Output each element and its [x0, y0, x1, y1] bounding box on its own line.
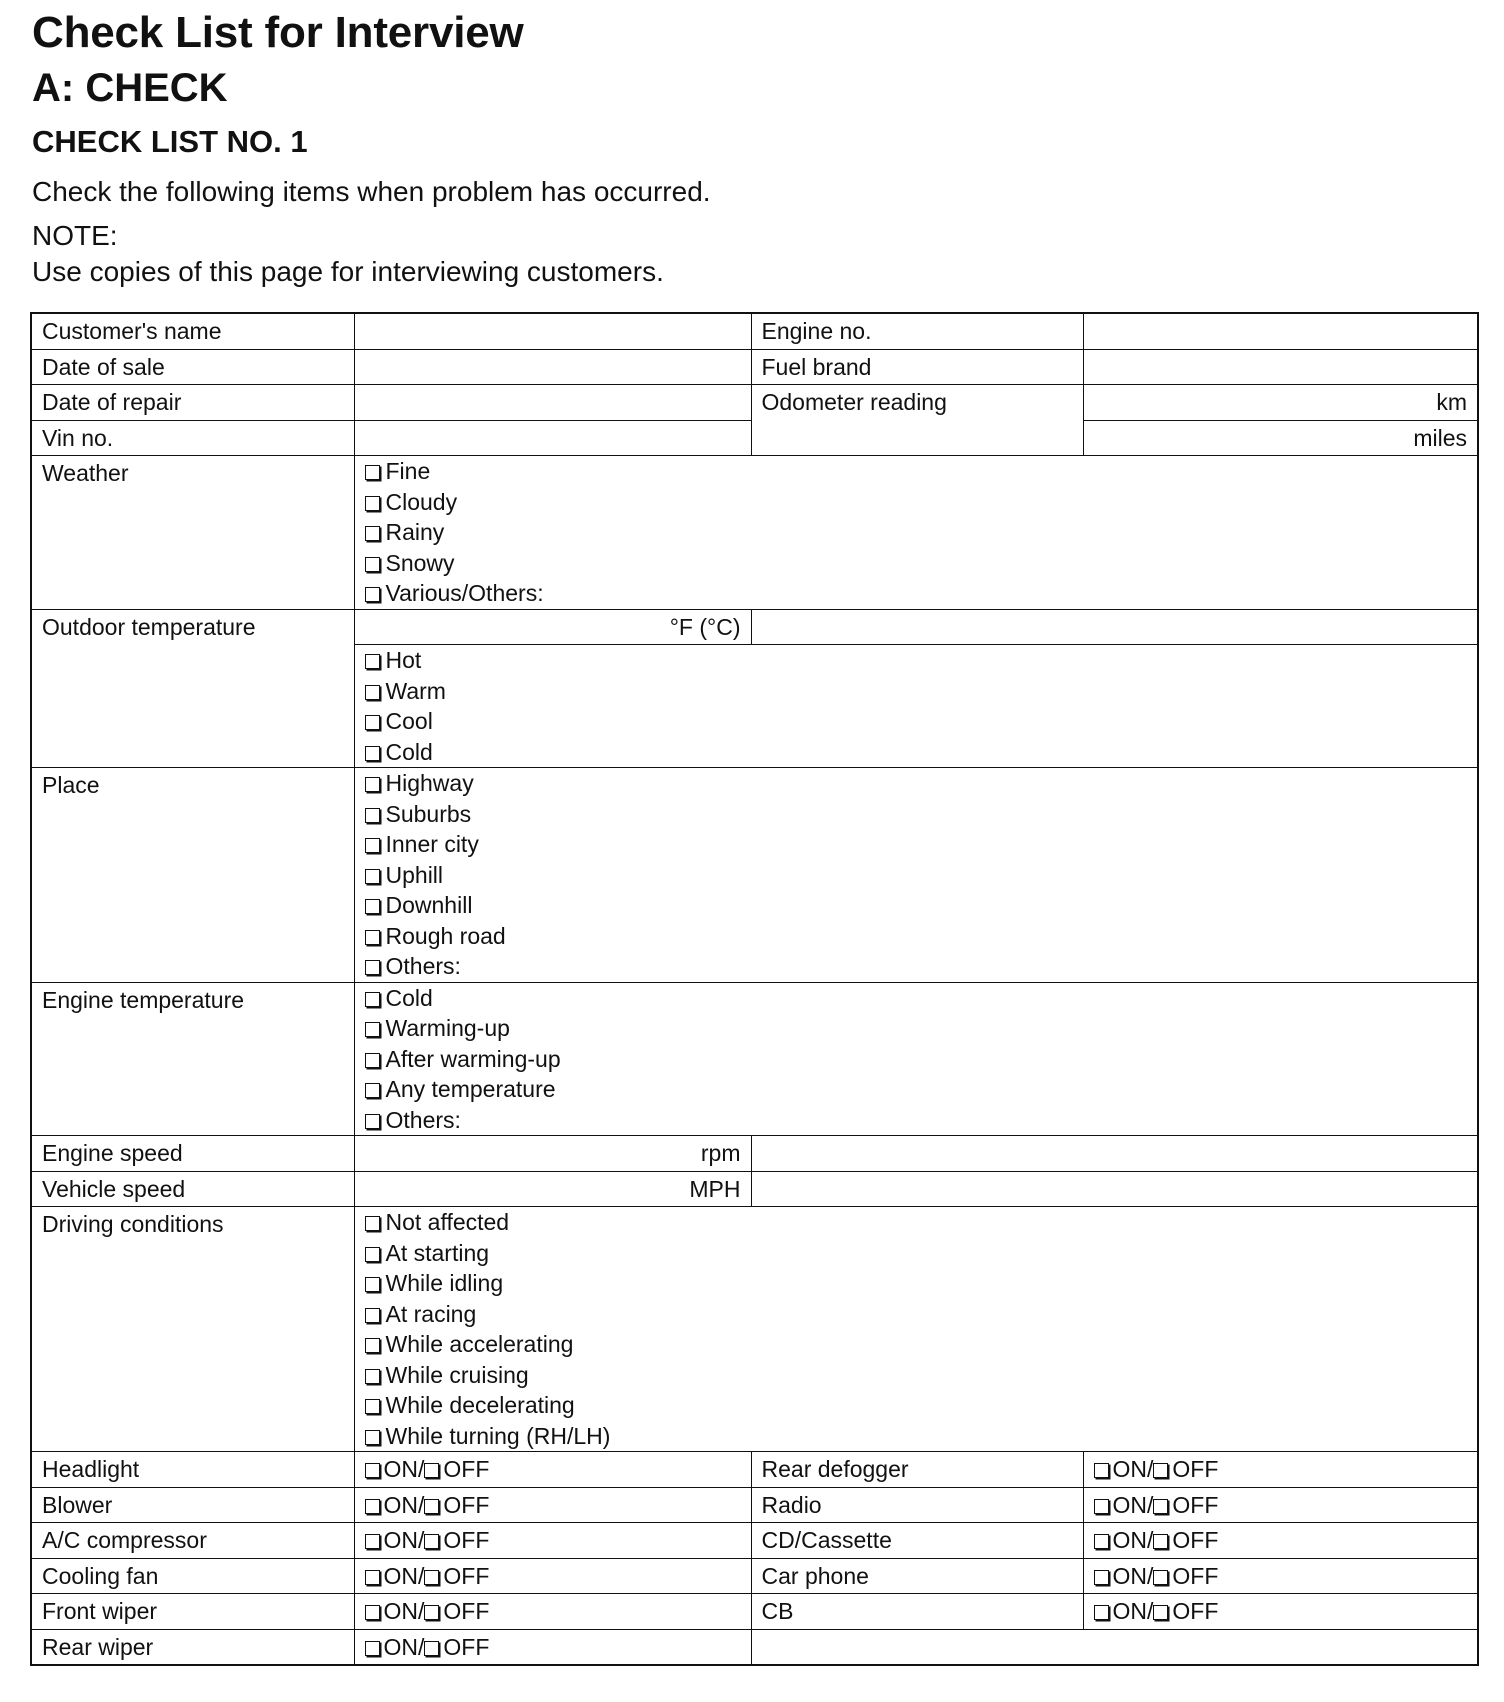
driving-condition-option[interactable]: While turning (RH/LH): [365, 1421, 1468, 1452]
checklist-heading: CHECK LIST NO. 1: [32, 124, 308, 159]
driving-condition-option[interactable]: While accelerating: [365, 1329, 1468, 1360]
driving-conditions-label: Driving conditions: [31, 1207, 354, 1452]
on-off-toggle[interactable]: ON/ OFF: [354, 1558, 751, 1594]
checkbox-icon[interactable]: [365, 685, 380, 700]
place-option[interactable]: Suburbs: [365, 799, 1468, 830]
weather-option[interactable]: Snowy: [365, 548, 1468, 579]
engine-temperature-option[interactable]: After warming-up: [365, 1044, 1468, 1075]
engine-temperature-option[interactable]: Cold: [365, 983, 1468, 1014]
checkbox-icon[interactable]: [365, 1399, 380, 1414]
on-off-toggle[interactable]: ON/ OFF: [1083, 1523, 1478, 1559]
interview-checklist-table: [30, 312, 1479, 1666]
table-row: [31, 1487, 1478, 1523]
checkbox-icon[interactable]: [365, 899, 380, 914]
driving-condition-option[interactable]: While cruising: [365, 1360, 1468, 1391]
customer-name-label: Customer's name: [31, 313, 354, 349]
on-off-toggle[interactable]: ON/ OFF: [354, 1594, 751, 1630]
checkbox-icon[interactable]: [365, 1114, 380, 1129]
on-off-toggle[interactable]: ON/ OFF: [1083, 1487, 1478, 1523]
table-row: [31, 385, 1478, 421]
date-of-sale-label: Date of sale: [31, 349, 354, 385]
checkbox-icon[interactable]: [424, 1641, 439, 1656]
checkbox-icon[interactable]: [365, 777, 380, 792]
table-row: [31, 1452, 1478, 1488]
vehicle-speed-label: Vehicle speed: [31, 1171, 354, 1207]
checkbox-icon[interactable]: [365, 526, 380, 541]
switch-label: Rear wiper: [31, 1629, 354, 1665]
checkbox-icon[interactable]: [1094, 1499, 1109, 1514]
engine-speed-blank: [751, 1136, 1478, 1172]
checkbox-icon[interactable]: [365, 654, 380, 669]
checkbox-icon[interactable]: [424, 1463, 439, 1478]
outdoor-temperature-blank: [751, 609, 1478, 645]
date-of-sale-field[interactable]: [354, 349, 751, 385]
checkbox-icon[interactable]: [365, 869, 380, 884]
checkbox-icon[interactable]: [365, 587, 380, 602]
driving-conditions-options: [354, 1207, 1478, 1452]
driving-condition-option[interactable]: Not affected: [365, 1207, 1468, 1238]
table-row: [31, 1629, 1478, 1665]
vehicle-speed-field[interactable]: MPH: [354, 1171, 751, 1207]
checkbox-icon[interactable]: [1153, 1534, 1168, 1549]
instructions: Check the following items when problem has occurred.: [32, 176, 711, 207]
switch-label: CD/Cassette: [751, 1523, 1083, 1559]
checkbox-icon[interactable]: [365, 930, 380, 945]
switch-label: Blower: [31, 1487, 354, 1523]
driving-condition-option[interactable]: At starting: [365, 1238, 1468, 1269]
weather-option[interactable]: Fine: [365, 456, 1468, 487]
table-row: [31, 313, 1478, 349]
checkbox-icon[interactable]: [365, 808, 380, 823]
checkbox-icon[interactable]: [1153, 1463, 1168, 1478]
table-row: [31, 1171, 1478, 1207]
date-of-repair-field[interactable]: [354, 385, 751, 421]
on-off-toggle[interactable]: ON/ OFF: [1083, 1558, 1478, 1594]
checkbox-icon[interactable]: [365, 1430, 380, 1445]
driving-condition-option[interactable]: While idling: [365, 1268, 1468, 1299]
table-row: [31, 1558, 1478, 1594]
temperature-option[interactable]: Cold: [365, 737, 1468, 768]
note-text: Use copies of this page for interviewing customers.: [32, 256, 664, 287]
checkbox-icon[interactable]: [365, 715, 380, 730]
switch-label: Front wiper: [31, 1594, 354, 1630]
switch-label: A/C compressor: [31, 1523, 354, 1559]
section-heading: A: CHECK: [32, 66, 228, 110]
vin-no-field[interactable]: [354, 420, 751, 456]
checkbox-icon[interactable]: [365, 1499, 380, 1514]
odometer-reading-label: Odometer reading: [751, 385, 1083, 456]
checkbox-icon[interactable]: [424, 1570, 439, 1585]
outdoor-temperature-field[interactable]: °F (°C): [354, 609, 751, 645]
checkbox-icon[interactable]: [1153, 1570, 1168, 1585]
driving-condition-option[interactable]: At racing: [365, 1299, 1468, 1330]
table-row: [31, 609, 1478, 645]
temperature-option[interactable]: Hot: [365, 645, 1468, 676]
checkbox-icon[interactable]: [365, 1463, 380, 1478]
checkbox-icon[interactable]: [365, 1277, 380, 1292]
checkbox-icon[interactable]: [365, 1247, 380, 1262]
table-row: [31, 768, 1478, 983]
checkbox-icon[interactable]: [365, 1641, 380, 1656]
checkbox-icon[interactable]: [424, 1499, 439, 1514]
place-option[interactable]: Downhill: [365, 890, 1468, 921]
checkbox-icon[interactable]: [365, 1534, 380, 1549]
switch-label: CB: [751, 1594, 1083, 1630]
checkbox-icon[interactable]: [365, 1216, 380, 1231]
checkbox-icon[interactable]: [1094, 1463, 1109, 1478]
switch-blank: [751, 1629, 1478, 1665]
place-option[interactable]: Others:: [365, 951, 1468, 982]
checkbox-icon[interactable]: [365, 746, 380, 761]
on-off-toggle[interactable]: ON/ OFF: [354, 1452, 751, 1488]
checkbox-icon[interactable]: [365, 1022, 380, 1037]
checkbox-icon[interactable]: [365, 1605, 380, 1620]
note-label: NOTE:: [32, 220, 118, 251]
page-title: Check List for Interview: [32, 8, 524, 57]
outdoor-temperature-label: Outdoor temperature: [31, 609, 354, 768]
table-row: [31, 982, 1478, 1136]
temperature-option[interactable]: Warm: [365, 676, 1468, 707]
switch-label: Cooling fan: [31, 1558, 354, 1594]
place-label: Place: [31, 768, 354, 983]
on-off-toggle[interactable]: ON/ OFF: [354, 1629, 751, 1665]
engine-no-field[interactable]: [1083, 313, 1478, 349]
checkbox-icon[interactable]: [1094, 1605, 1109, 1620]
on-off-toggle[interactable]: ON/ OFF: [1083, 1452, 1478, 1488]
checkbox-icon[interactable]: [365, 1369, 380, 1384]
checkbox-icon[interactable]: [365, 496, 380, 511]
engine-temperature-option[interactable]: Warming-up: [365, 1013, 1468, 1044]
on-off-toggle[interactable]: ON/ OFF: [354, 1487, 751, 1523]
table-row: [31, 349, 1478, 385]
weather-option[interactable]: Rainy: [365, 517, 1468, 548]
switch-label: Rear defogger: [751, 1452, 1083, 1488]
checkbox-icon[interactable]: [1094, 1570, 1109, 1585]
customer-name-field[interactable]: [354, 313, 751, 349]
checkbox-icon[interactable]: [365, 1570, 380, 1585]
switch-label: Car phone: [751, 1558, 1083, 1594]
checkbox-icon[interactable]: [365, 960, 380, 975]
table-row: [31, 1207, 1478, 1452]
on-off-toggle[interactable]: ON/ OFF: [354, 1523, 751, 1559]
checkbox-icon[interactable]: [365, 992, 380, 1007]
odometer-miles-field[interactable]: miles: [1083, 420, 1478, 456]
engine-temperature-label: Engine temperature: [31, 982, 354, 1136]
switch-label: Headlight: [31, 1452, 354, 1488]
weather-option[interactable]: Cloudy: [365, 487, 1468, 518]
place-option[interactable]: Highway: [365, 768, 1468, 799]
place-options: [354, 768, 1478, 983]
fuel-brand-label: Fuel brand: [751, 349, 1083, 385]
place-option[interactable]: Rough road: [365, 921, 1468, 952]
on-off-toggle[interactable]: ON/ OFF: [1083, 1594, 1478, 1630]
checkbox-icon[interactable]: [365, 465, 380, 480]
table-row: [31, 1136, 1478, 1172]
checkbox-icon[interactable]: [424, 1534, 439, 1549]
odometer-km-field[interactable]: km: [1083, 385, 1478, 421]
checkbox-icon[interactable]: [365, 1308, 380, 1323]
checkbox-icon[interactable]: [365, 1338, 380, 1353]
switch-label: Radio: [751, 1487, 1083, 1523]
vin-no-label: Vin no.: [31, 420, 354, 456]
engine-speed-label: Engine speed: [31, 1136, 354, 1172]
checkbox-icon[interactable]: [365, 1083, 380, 1098]
engine-temperature-option[interactable]: Any temperature: [365, 1074, 1468, 1105]
temperature-option[interactable]: Cool: [365, 706, 1468, 737]
checkbox-icon[interactable]: [365, 557, 380, 572]
table-row: [31, 1523, 1478, 1559]
engine-temperature-option[interactable]: Others:: [365, 1105, 1468, 1136]
checkbox-icon[interactable]: [424, 1605, 439, 1620]
date-of-repair-label: Date of repair: [31, 385, 354, 421]
weather-option[interactable]: Various/Others:: [365, 578, 1468, 609]
engine-speed-field[interactable]: rpm: [354, 1136, 751, 1172]
table-row: [31, 1594, 1478, 1630]
outdoor-temperature-options: [354, 645, 1478, 768]
fuel-brand-field[interactable]: [1083, 349, 1478, 385]
engine-temperature-options: [354, 982, 1478, 1136]
weather-options: [354, 456, 1478, 610]
place-option[interactable]: Uphill: [365, 860, 1468, 891]
checkbox-icon[interactable]: [1094, 1534, 1109, 1549]
checkbox-icon[interactable]: [365, 1053, 380, 1068]
checkbox-icon[interactable]: [365, 838, 380, 853]
checkbox-icon[interactable]: [1153, 1605, 1168, 1620]
weather-label: Weather: [31, 456, 354, 610]
place-option[interactable]: Inner city: [365, 829, 1468, 860]
checkbox-icon[interactable]: [1153, 1499, 1168, 1514]
engine-no-label: Engine no.: [751, 313, 1083, 349]
table-row: [31, 456, 1478, 610]
vehicle-speed-blank: [751, 1171, 1478, 1207]
driving-condition-option[interactable]: While decelerating: [365, 1390, 1468, 1421]
